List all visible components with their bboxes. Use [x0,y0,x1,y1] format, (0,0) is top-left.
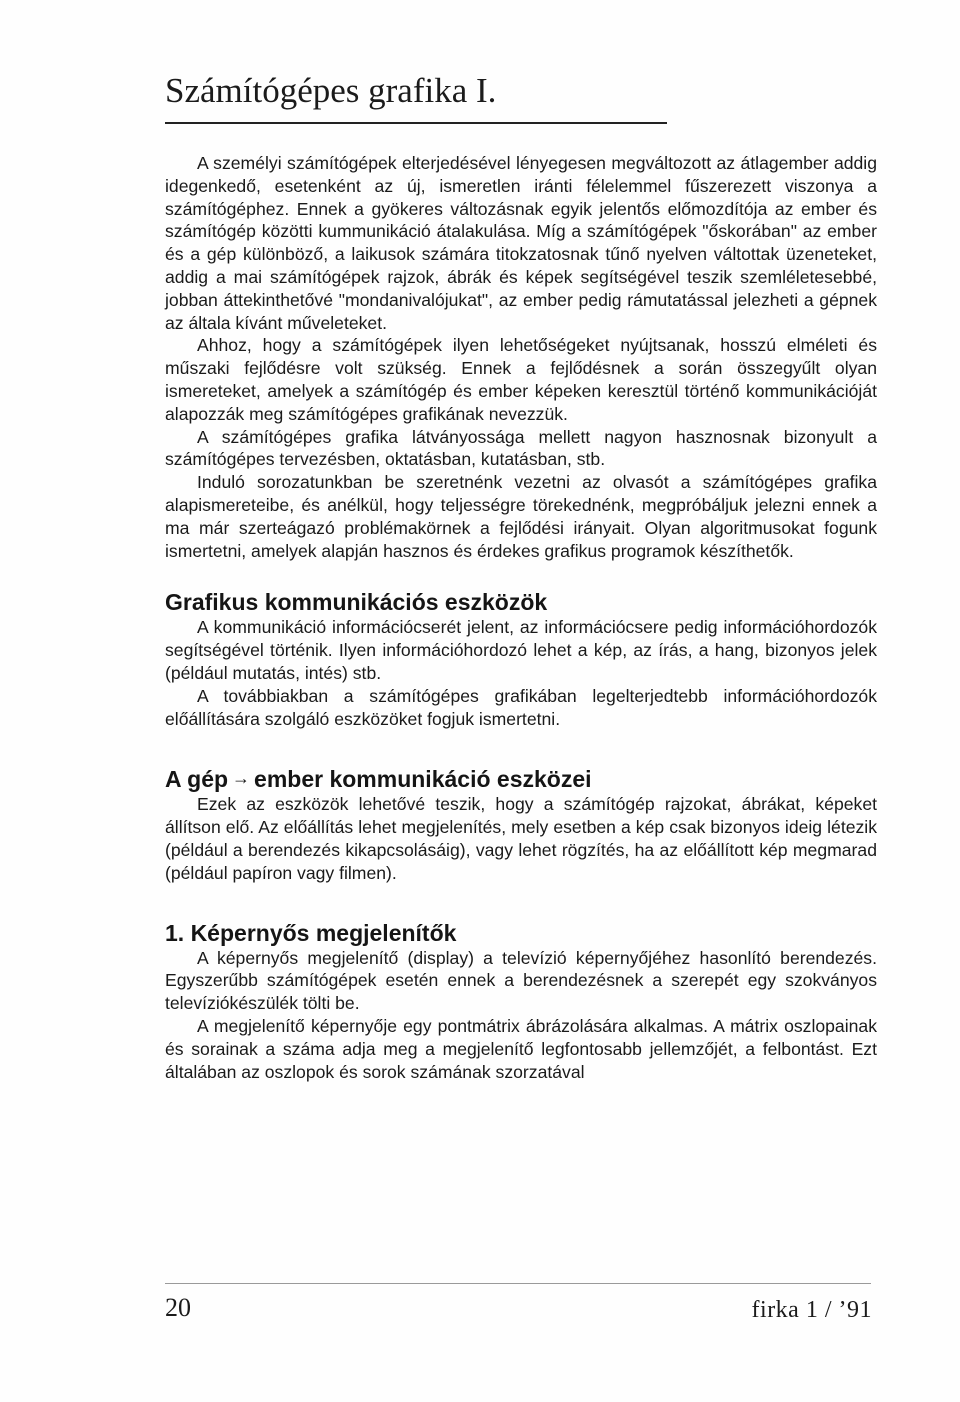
journal-issue: firka 1 / ’91 [751,1297,872,1323]
intro-paragraph-3: A számítógépes grafika látványossága mellett nagyon hasznosnak bizonyult a számítógépes tervezésben, oktatásban, kutatásban, stb. [165,426,877,470]
heading-part-machine: A gép [165,766,229,793]
footer-rule [165,1283,871,1284]
section1-paragraph-1: A kommunikáció információcserét jelent, az információcsere pedig információhordozók segítségével történik. Ilyen információhordozó lehet a kép, az írás, a hang, bizonyos jelek (például mutatás, intés) stb. [165,617,877,683]
section3-paragraph-2: A megjelenítő képernyője egy pontmátrix ábrázolására alkalmas. A mátrix oszlopainak és sorainak a száma adja meg a megjelenítő legfontosabb jellemzőjét, a felbontást. Ezt általában az oszlopok és sorok számának szorzatával [165,1015,877,1082]
intro-paragraph-2: Ahhoz, hogy a számítógépek ilyen lehetőségeket nyújtsanak, hosszú elméleti és műszaki fejlődésre volt szükség. Ennek a fejlődésnek a során összegyűlt olyan ismereteket, amelyek a számítógép és ember képeken keresztül történő kommunikációját alapozzák meg számítógépes grafikának nevezzük. [165,335,877,424]
section-heading-machine-to-human [165,764,877,793]
section2-paragraph-1: Ezek az eszközök lehetővé teszik, hogy a számítógép rajzokat, ábrákat, képeket állítson elő. Az előállítás lehet megjelenítés, mely esetben a kép csak bizonyos ideig létezik (például a berendezés kikapcsolásáig), vagy lehet rögzítés, ha az előállított kép megmarad (például papíron vagy filmen). [165,794,877,883]
page-number: 20 [165,1293,191,1322]
intro-paragraph-4: Induló sorozatunkban be szeretnénk vezetni az olvasót a számítógépes grafika alapismereteibe, és anélkül, hogy teljességre törekednénk, megpróbáljuk jelezni ennek a ma már szerteágazó problémakörnek a fejlődési irányait. Olyan algoritmusokat fogunk ismertetni, amelyek alapján hasznos és érdekes grafikus programok készíthetők. [165,472,877,561]
title-underline [165,122,667,124]
section3-paragraph-1: A képernyős megjelenítő (display) a televízió képernyőjéhez hasonlító berendezés. Egyszerűbb számítógépek esetén ennek a berendezésnek a szerepét egy szokványos televíziókészülék tölti be. [165,947,877,1014]
right-arrow-icon: → [232,768,251,789]
section-heading-graphic-communication: Grafikus kommunikációs eszközök [165,589,548,616]
article-title: Számítógépes grafika I. [165,71,497,110]
intro-paragraph-1: A személyi számítógépek elterjedésével lényegesen megváltozott az átlagember addig idegenkedő, esetenként az új, ismeretlen iránti félelemmel fűszerezett viszonya a számítógéphez. Ennek a gyökeres változásnak egyik jelentős előmozdítója az ember és számítógép közötti kummunikáció átalakulása. Míg a számítógépek "őskorában" az ember és a gép különböző, a laikusok számára titokzatosnak tűnő nyelven váltottak üzeneteket, addig a mai számítógépek rajzok, ábrák és képek segítségével teszik szemléletesebbé, jobban áttekinthetővé "mondanivalójukat", az ember pedig rámutatással jelezheti a gépnek az általa kívánt műveleteket. [165,153,877,333]
article-body [165,152,877,1083]
section-heading-screen-displays: 1. Képernyős megjelenítők [165,919,457,946]
heading-part-human: ember kommunikáció eszközei [254,766,592,793]
section1-paragraph-2: A továbbiakban a számítógépes grafikában legelterjedtebb információhordozók előállítására szolgáló eszközöket fogjuk ismertetni. [165,685,877,729]
